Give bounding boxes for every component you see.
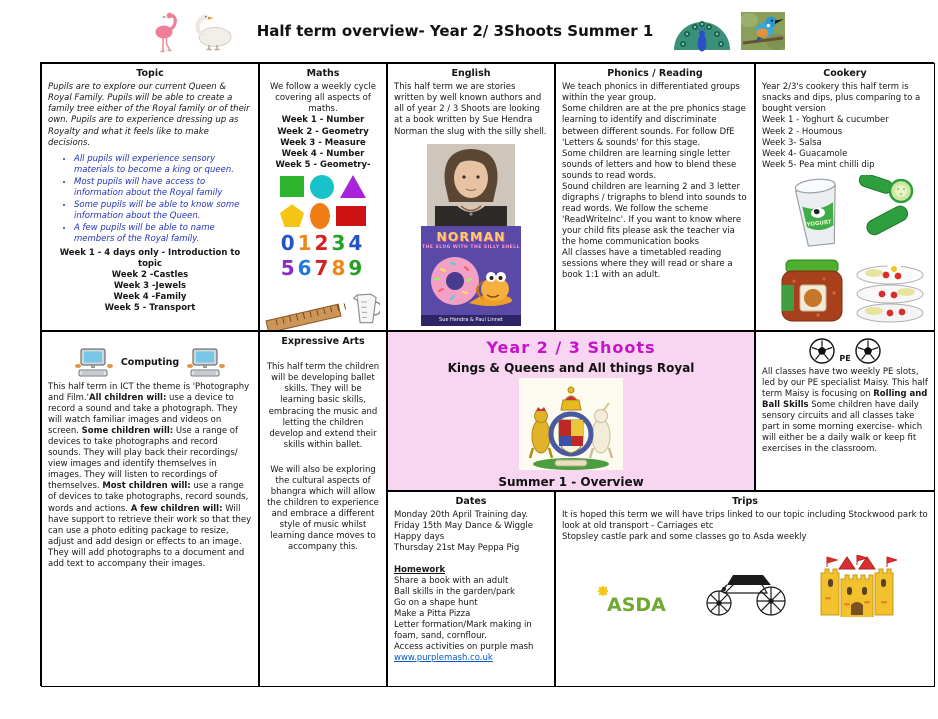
pentagon-shape xyxy=(280,204,304,227)
maths-week: Week 5 - Geometry- xyxy=(275,159,371,170)
digit: 0 xyxy=(280,230,298,255)
maths-week: Week 3 - Measure xyxy=(280,137,366,148)
trips-body: Stopsley castle park and some classes go to Asda weekly xyxy=(562,532,807,543)
computing-text-bold: Some children will: xyxy=(81,426,174,437)
circle-shape xyxy=(310,175,334,199)
computing-text: use a range of devices to take photographs, record sounds, words and actions. xyxy=(48,481,249,514)
pe-text: Some children have daily sensory circuits and all classes take part in some morning exercise- which will either be a daily walk or keep fit exercises in the classroom. xyxy=(762,400,923,455)
football-icon xyxy=(809,338,835,364)
cookery-week: Week 1 - Yoghurt & cucumber xyxy=(762,115,889,126)
computing-cell xyxy=(41,331,259,687)
expressive-arts-paragraph: We will also be exploring the cultural aspects of bhangra which will allow the children to experience and embrace a different style of music whilst learning dance moves to accompany this. xyxy=(267,464,379,553)
dates-title: Dates xyxy=(455,496,487,507)
kingfisher-image xyxy=(741,12,785,50)
maths-title: Maths xyxy=(306,68,340,79)
swan-image xyxy=(189,11,237,51)
phonics-paragraph: Some children are learning single letter sounds of letters and how to blend these sounds to read words. xyxy=(562,148,737,181)
topic-week: Week 2 -Castles xyxy=(111,270,189,281)
topic-bullet: • A few pupils will be able to name members of the Royal family. xyxy=(74,223,252,245)
digit: 7 xyxy=(314,255,332,280)
pe-body xyxy=(762,367,928,455)
asda-text: ASDA xyxy=(607,594,666,617)
cookery-week: Week 3- Salsa xyxy=(762,137,822,148)
trips-title: Trips xyxy=(732,496,758,507)
topic-intro: Pupils are to explore our current Queen & Royal Family. Pupils will be able to create a family tree either of the Royal family or of their own. Pupils are to experience dressing up as Royalty and what it feels like to make decisions. xyxy=(48,82,250,148)
football-icon xyxy=(855,338,881,364)
topic-title: Topic xyxy=(136,68,164,79)
carriage-image xyxy=(697,569,793,617)
topic-bullet: • Most pupils will have access to information about the Royal family xyxy=(74,177,252,199)
digit: 8 xyxy=(331,255,349,280)
yogurt-label: YOGURT xyxy=(806,219,832,228)
triangle-shape xyxy=(340,175,366,198)
pe-balls-row xyxy=(762,338,928,364)
english-title: English xyxy=(451,68,491,79)
maths-cell xyxy=(259,63,387,331)
digit: 4 xyxy=(348,230,366,255)
trips-body: It is hoped this term we will have trips linked to our topic including Stockwood park to look at old transport - Carriages etc xyxy=(562,510,928,532)
digits-row1 xyxy=(266,232,380,254)
cookery-title: Cookery xyxy=(823,68,867,79)
cookery-images xyxy=(762,175,928,325)
phonics-paragraph: We teach phonics in differentiated groups within the year group. xyxy=(562,82,740,104)
topic-banner: Kings & Queens and All things Royal xyxy=(447,360,695,375)
digit: 3 xyxy=(331,230,349,255)
computing-title: Computing xyxy=(120,356,180,368)
topic-week: Week 3 -Jewels xyxy=(113,281,187,292)
phonics-paragraph: Sound children are learning 2 and 3 letter digraphs / trigraphs to blend into sounds to read words. We follow the scheme 'ReadWriteInc'. If you want to know where your child fits please ask the teacher via the home communication books xyxy=(562,181,747,247)
dates-cell xyxy=(387,491,555,687)
digits-row2 xyxy=(266,257,380,279)
overview-table xyxy=(40,62,934,686)
ruler-image xyxy=(265,303,341,331)
english-cell xyxy=(387,63,555,331)
computing-text-bold: All children will: xyxy=(89,393,167,404)
page-title: Half term overview- Year 2/ 3Shoots Summer 1 xyxy=(256,22,654,40)
digit: 1 xyxy=(297,230,315,255)
topic-bullet: • All pupils will experience sensory materials to become a king or queen. xyxy=(74,154,252,176)
oval-shape xyxy=(310,203,330,229)
square-shape xyxy=(280,176,304,197)
cucumber-image xyxy=(857,175,915,255)
pe-label: PE xyxy=(839,353,851,363)
yogurt-pot-image xyxy=(786,172,848,253)
expressive-arts-cell xyxy=(259,331,387,687)
homework-item: Make a Pitta Pizza xyxy=(394,608,471,619)
flamingo-image xyxy=(153,8,179,54)
english-media xyxy=(394,138,548,326)
topic-week: Week 1 - 4 days only - Introduction to topic xyxy=(59,248,241,270)
term-overview-label: Summer 1 - Overview xyxy=(498,475,644,490)
book-authors: Sue Hendra & Paul Linnet xyxy=(421,315,521,326)
english-body: This half term we are stories written by well known authors and all of year 2 / 3 Shoots are looking at a book written by Sue Hendra Norman the slug with the silly shell. xyxy=(394,82,547,137)
maths-intro: We follow a weekly cycle covering all aspects of maths. xyxy=(270,82,376,115)
computing-text-bold: Most children will: xyxy=(102,481,191,492)
ruler-ticks xyxy=(270,302,349,326)
trips-images xyxy=(562,555,928,617)
date-event: Monday 20th April Training day. xyxy=(394,510,528,521)
digit: 6 xyxy=(297,255,315,280)
maths-week: Week 1 - Number xyxy=(281,115,365,126)
royal-coat-of-arms-image xyxy=(519,378,623,470)
computing-text: Use a range of devices to take photographs and record sounds. They will play back their recordings/ view images and identify themselves in images. They will listen to recordings of themselves. xyxy=(48,426,238,492)
topic-cell xyxy=(41,63,259,331)
cookery-cell xyxy=(755,63,935,331)
homework-item: Letter formation/Mark making in foam, sand, cornflour. xyxy=(394,619,532,641)
homework-item: Ball skills in the garden/park xyxy=(394,586,515,597)
digit: 5 xyxy=(280,255,298,280)
pe-text-bold: Rolling and Ball Skills xyxy=(762,389,928,411)
date-event: Thursday 21st May Peppa Pig xyxy=(394,543,520,554)
computer-icon xyxy=(187,348,225,378)
pe-text: All classes have two weekly PE slots, led by our PE specialist Maisy. This half term Maisy is focusing on xyxy=(762,367,928,400)
author-photo xyxy=(427,144,515,226)
maths-week: Week 2 - Geometry xyxy=(277,126,369,137)
salsa-jar-image xyxy=(774,259,850,323)
trips-cell xyxy=(555,491,935,687)
computing-body xyxy=(48,382,252,570)
phonics-title: Phonics / Reading xyxy=(607,68,703,79)
topic-week: Week 4 -Family xyxy=(113,292,187,303)
homework-item: Access activities on purple mash xyxy=(394,641,534,652)
computing-text-bold: A few children will: xyxy=(130,503,223,514)
topic-week: Week 5 - Transport xyxy=(104,303,196,314)
author-photo-drawing xyxy=(427,144,515,226)
purplemash-link[interactable]: www.purplemash.co.uk xyxy=(394,652,493,663)
topic-bullet-list xyxy=(74,154,252,245)
cookery-week: Week 5- Pea mint chilli dip xyxy=(762,159,875,170)
homework-item: Share a book with an adult xyxy=(394,575,509,586)
digit: 2 xyxy=(314,230,332,255)
donut-slug-drawing xyxy=(421,251,521,313)
maths-tools xyxy=(266,287,380,329)
asda-logo xyxy=(593,583,673,617)
book-subtitle: THE SLUG WITH THE SILLY SHELL xyxy=(422,244,520,250)
rectangle-shape xyxy=(336,206,366,226)
computing-text: This half term in ICT the theme is 'Photography and Film.' xyxy=(48,382,250,404)
cookery-week: Week 4- Guacamole xyxy=(762,148,848,159)
computing-text: Will have support to retrieve their work so that they can use a photo editing package to resize, adjust and add design or effects to an image. They will add photographs to a document and add text to accompany their images. xyxy=(48,503,252,569)
computing-title-row xyxy=(48,348,252,378)
salad-plates-image xyxy=(854,261,926,323)
cookery-intro: Year 2/3's cookery this half term is snacks and dips, plus comparing to a bought version xyxy=(762,82,921,115)
date-event: Friday 15th May Dance & Wiggle Happy days xyxy=(394,521,534,543)
measuring-jug-image xyxy=(351,287,380,329)
cookery-week: Week 2 - Houmous xyxy=(762,126,843,137)
maths-week: Week 4 - Number xyxy=(281,148,365,159)
expressive-arts-title: Expressive Arts xyxy=(281,336,365,347)
phonics-paragraph: Some children are at the pre phonics stage learning to identify and discriminate between different sounds. For follow DfE 'Letters & sounds' for this stage. xyxy=(562,104,746,148)
homework-item: Go on a shape hunt xyxy=(394,597,478,608)
homework-title: Homework xyxy=(394,564,446,575)
expressive-arts-paragraph: This half term the children will be developing ballet skills. They will be learning basic skills, embracing the music and letting the children develop and extend their skills within ballet. xyxy=(266,362,380,450)
phonics-cell xyxy=(555,63,755,331)
computer-icon xyxy=(75,348,113,378)
digit: 9 xyxy=(348,255,366,280)
book-cover xyxy=(421,226,521,326)
computing-text: use a device to record a sound and take a photograph. They will watch familiar images and videos on screen. xyxy=(48,393,238,437)
castle-image xyxy=(817,555,897,617)
pe-cell xyxy=(755,331,935,491)
peacock-image xyxy=(673,10,731,52)
header xyxy=(0,4,938,58)
topic-bullet: • Some pupils will be able to know some information about the Queen. xyxy=(74,200,252,222)
phonics-paragraph: All classes have a timetabled reading sessions where they will read or share a book 1:1 with an adult. xyxy=(562,248,733,281)
class-name: Year 2 / 3 Shoots xyxy=(486,338,656,357)
shapes-image-row2 xyxy=(266,203,380,229)
center-banner-cell xyxy=(387,331,755,491)
shapes-image-row1 xyxy=(266,175,380,199)
book-title: NORMAN xyxy=(436,228,506,244)
